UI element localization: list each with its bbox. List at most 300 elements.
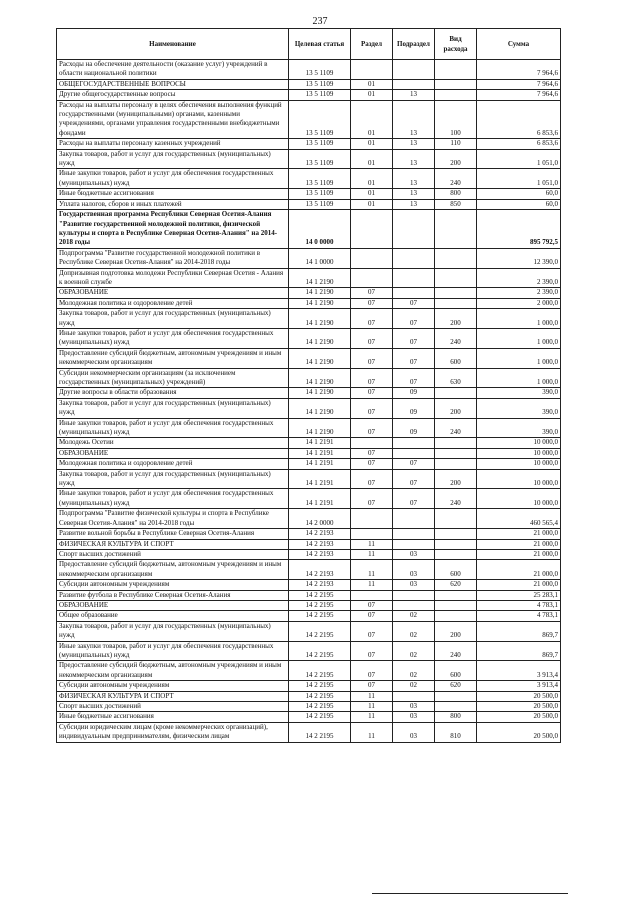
cell-name: Другие общегосударственные вопросы (57, 90, 289, 100)
cell-type (435, 388, 477, 398)
cell-name: Закупка товаров, работ и услуг для государственных (муниципальных) нужд (57, 149, 289, 169)
cell-sum: 25 283,1 (477, 590, 561, 600)
cell-code: 14 2 2195 (289, 590, 351, 600)
table-row (57, 459, 561, 469)
cell-subsection (393, 248, 435, 268)
cell-subsection (393, 438, 435, 448)
cell-code: 13 5 1109 (289, 100, 351, 139)
cell-section (351, 509, 393, 529)
cell-subsection: 03 (393, 702, 435, 712)
cell-name: Расходы на выплаты персоналу казенных учреждений (57, 139, 289, 149)
cell-sum: 1 000,0 (477, 309, 561, 329)
cell-section (351, 529, 393, 539)
cell-name: Молодежная политика и оздоровление детей (57, 459, 289, 469)
table-header-row (57, 29, 561, 60)
header-name: Наименование (57, 29, 289, 60)
table-row (57, 509, 561, 529)
cell-subsection: 02 (393, 641, 435, 661)
table-row (57, 539, 561, 549)
cell-type (435, 448, 477, 458)
cell-sum: 60,0 (477, 189, 561, 199)
table-row (57, 248, 561, 268)
cell-type (435, 248, 477, 268)
cell-name: Иные закупки товаров, работ и услуг для обеспечения государственных (муниципальных) нужд (57, 169, 289, 189)
cell-sum: 460 565,4 (477, 509, 561, 529)
cell-code: 14 1 2190 (289, 309, 351, 329)
cell-section: 07 (351, 388, 393, 398)
table-row (57, 611, 561, 621)
cell-name: Предоставление субсидий бюджетным, автономным учреждениям и иным некоммерческим организациям (57, 348, 289, 368)
cell-name: ОБРАЗОВАНИЕ (57, 288, 289, 298)
table-row (57, 681, 561, 691)
cell-code: 13 5 1109 (289, 139, 351, 149)
cell-section: 07 (351, 641, 393, 661)
cell-type (435, 459, 477, 469)
cell-section (351, 248, 393, 268)
cell-sum: 895 792,5 (477, 210, 561, 249)
header-sum: Сумма (477, 29, 561, 60)
cell-sum: 20 500,0 (477, 722, 561, 742)
cell-type (435, 539, 477, 549)
cell-subsection: 13 (393, 189, 435, 199)
cell-code: 13 5 1109 (289, 90, 351, 100)
cell-section: 01 (351, 189, 393, 199)
cell-subsection (393, 539, 435, 549)
cell-name: Спорт высших достижений (57, 549, 289, 559)
cell-code: 14 1 2191 (289, 438, 351, 448)
table-row (57, 560, 561, 580)
cell-name: Развитие футбола в Республике Северная Осетия-Алания (57, 590, 289, 600)
cell-sum: 1 000,0 (477, 348, 561, 368)
cell-name: Подпрограмма "Развитие физической культуры и спорта в Республике Северная Осетия-Алания" на 2014-2018 годы (57, 509, 289, 529)
cell-type: 200 (435, 469, 477, 489)
cell-sum: 21 000,0 (477, 539, 561, 549)
cell-sum: 2 390,0 (477, 288, 561, 298)
cell-sum: 869,7 (477, 621, 561, 641)
cell-subsection (393, 60, 435, 80)
cell-name: Предоставление субсидий бюджетным, автономным учреждениям и иным некоммерческим организациям (57, 560, 289, 580)
cell-name: Молодежь Осетии (57, 438, 289, 448)
cell-section: 07 (351, 309, 393, 329)
cell-sum: 10 000,0 (477, 459, 561, 469)
cell-sum: 3 913,4 (477, 681, 561, 691)
table-row (57, 328, 561, 348)
cell-name: Закупка товаров, работ и услуг для государственных (муниципальных) нужд (57, 621, 289, 641)
cell-name: Государственная программа Республики Северная Осетия-Алания "Развитие государственной молодежной политики, физической культуры и спорта в Республике Северная Осетия-Алания" на 2014-2018 годы (57, 210, 289, 249)
cell-subsection: 03 (393, 549, 435, 559)
cell-type (435, 702, 477, 712)
cell-section: 01 (351, 79, 393, 89)
table-row (57, 309, 561, 329)
table-row (57, 529, 561, 539)
cell-code: 14 2 2195 (289, 621, 351, 641)
table-row (57, 268, 561, 288)
table-row (57, 189, 561, 199)
cell-subsection: 13 (393, 199, 435, 209)
cell-name: Молодежная политика и оздоровление детей (57, 298, 289, 308)
table-row (57, 210, 561, 249)
cell-section: 07 (351, 661, 393, 681)
cell-code: 14 1 2190 (289, 348, 351, 368)
cell-type (435, 60, 477, 80)
cell-section: 01 (351, 90, 393, 100)
table-row (57, 580, 561, 590)
cell-code: 14 1 0000 (289, 248, 351, 268)
cell-type (435, 600, 477, 610)
cell-code: 14 2 2195 (289, 681, 351, 691)
table-row (57, 712, 561, 722)
cell-type: 240 (435, 489, 477, 509)
cell-section: 07 (351, 288, 393, 298)
page-number: 237 (312, 16, 328, 27)
cell-type: 800 (435, 712, 477, 722)
cell-code: 14 2 2195 (289, 722, 351, 742)
cell-subsection: 02 (393, 621, 435, 641)
cell-section: 01 (351, 199, 393, 209)
cell-name: Закупка товаров, работ и услуг для государственных (муниципальных) нужд (57, 398, 289, 418)
table-row (57, 641, 561, 661)
cell-section: 07 (351, 681, 393, 691)
cell-name: Иные бюджетные ассигнования (57, 712, 289, 722)
table-row (57, 600, 561, 610)
table-row (57, 549, 561, 559)
cell-subsection: 13 (393, 169, 435, 189)
cell-subsection: 07 (393, 309, 435, 329)
cell-section: 11 (351, 722, 393, 742)
cell-section (351, 210, 393, 249)
cell-subsection: 07 (393, 469, 435, 489)
cell-name: Иные закупки товаров, работ и услуг для обеспечения государственных (муниципальных) нужд (57, 328, 289, 348)
cell-type: 240 (435, 169, 477, 189)
table-row (57, 661, 561, 681)
cell-code: 14 1 2190 (289, 298, 351, 308)
cell-sum: 869,7 (477, 641, 561, 661)
cell-code: 14 2 2193 (289, 529, 351, 539)
cell-sum: 1 051,0 (477, 169, 561, 189)
cell-sum: 2 000,0 (477, 298, 561, 308)
cell-sum: 1 000,0 (477, 328, 561, 348)
cell-sum: 3 913,4 (477, 661, 561, 681)
table-row (57, 139, 561, 149)
cell-subsection: 13 (393, 100, 435, 139)
cell-section: 11 (351, 549, 393, 559)
cell-code: 13 5 1109 (289, 60, 351, 80)
cell-section: 07 (351, 348, 393, 368)
cell-code: 14 1 2190 (289, 398, 351, 418)
header-section: Раздел (351, 29, 393, 60)
cell-type: 800 (435, 189, 477, 199)
cell-name: Расходы на обеспечение деятельности (оказание услуг) учреждений в области национальной политики (57, 60, 289, 80)
cell-code: 14 2 2195 (289, 600, 351, 610)
table-row (57, 100, 561, 139)
cell-code: 13 5 1109 (289, 189, 351, 199)
cell-section: 11 (351, 539, 393, 549)
cell-subsection: 13 (393, 139, 435, 149)
cell-code: 14 2 2195 (289, 691, 351, 701)
cell-section: 07 (351, 621, 393, 641)
cell-section: 01 (351, 100, 393, 139)
table-row (57, 368, 561, 388)
table-row (57, 288, 561, 298)
cell-type: 200 (435, 309, 477, 329)
table-row (57, 702, 561, 712)
cell-section: 07 (351, 368, 393, 388)
cell-type: 600 (435, 661, 477, 681)
cell-type (435, 529, 477, 539)
cell-sum: 21 000,0 (477, 529, 561, 539)
cell-subsection (393, 448, 435, 458)
cell-section: 07 (351, 298, 393, 308)
cell-name: Закупка товаров, работ и услуг для государственных (муниципальных) нужд (57, 469, 289, 489)
cell-section: 01 (351, 149, 393, 169)
cell-type: 240 (435, 418, 477, 438)
cell-type: 240 (435, 328, 477, 348)
cell-subsection: 02 (393, 611, 435, 621)
cell-section (351, 60, 393, 80)
cell-name: Иные закупки товаров, работ и услуг для обеспечения государственных (муниципальных) нужд (57, 489, 289, 509)
cell-name: ОБРАЗОВАНИЕ (57, 600, 289, 610)
table-row (57, 621, 561, 641)
cell-name: Другие вопросы в области образования (57, 388, 289, 398)
cell-name: Субсидии автономным учреждениям (57, 580, 289, 590)
table-row (57, 149, 561, 169)
cell-subsection: 03 (393, 580, 435, 590)
cell-sum: 6 853,6 (477, 100, 561, 139)
cell-sum: 10 000,0 (477, 469, 561, 489)
table-row (57, 388, 561, 398)
table-row (57, 398, 561, 418)
cell-code: 14 1 2190 (289, 288, 351, 298)
table-row (57, 418, 561, 438)
cell-subsection: 07 (393, 368, 435, 388)
budget-table (56, 28, 561, 743)
cell-section: 01 (351, 139, 393, 149)
cell-subsection (393, 691, 435, 701)
table-row (57, 438, 561, 448)
cell-section: 11 (351, 702, 393, 712)
cell-code: 13 5 1109 (289, 169, 351, 189)
cell-sum: 4 783,1 (477, 600, 561, 610)
cell-code: 14 1 2191 (289, 489, 351, 509)
cell-subsection: 03 (393, 722, 435, 742)
cell-sum: 20 500,0 (477, 702, 561, 712)
cell-sum: 1 051,0 (477, 149, 561, 169)
cell-code: 14 1 2190 (289, 328, 351, 348)
cell-subsection: 07 (393, 298, 435, 308)
cell-subsection: 09 (393, 388, 435, 398)
cell-sum: 10 000,0 (477, 448, 561, 458)
cell-name: Субсидии юридическим лицам (кроме некоммерческих организаций), индивидуальным предпринимателям, физическим лицам (57, 722, 289, 742)
cell-subsection (393, 210, 435, 249)
cell-code: 14 2 2193 (289, 580, 351, 590)
cell-subsection: 03 (393, 560, 435, 580)
cell-section: 01 (351, 169, 393, 189)
cell-sum: 4 783,1 (477, 611, 561, 621)
cell-sum: 390,0 (477, 418, 561, 438)
cell-code: 13 5 1109 (289, 79, 351, 89)
cell-sum: 12 390,0 (477, 248, 561, 268)
cell-name: Подпрограмма "Развитие государственной молодежной политики в Республике Северная Осетия-Алания" на 2014-2018 годы (57, 248, 289, 268)
cell-sum: 10 000,0 (477, 438, 561, 448)
cell-subsection: 07 (393, 328, 435, 348)
cell-type (435, 79, 477, 89)
cell-code: 14 2 2195 (289, 611, 351, 621)
cell-section: 07 (351, 459, 393, 469)
table-row (57, 469, 561, 489)
table-row (57, 60, 561, 80)
cell-section (351, 268, 393, 288)
header-type: Вид расхода (435, 29, 477, 60)
cell-code: 14 1 2191 (289, 459, 351, 469)
cell-code: 14 2 2193 (289, 549, 351, 559)
table-row (57, 590, 561, 600)
cell-sum: 7 964,6 (477, 60, 561, 80)
cell-subsection: 09 (393, 418, 435, 438)
cell-sum: 7 964,6 (477, 79, 561, 89)
cell-sum: 6 853,6 (477, 139, 561, 149)
cell-subsection: 13 (393, 149, 435, 169)
table-row (57, 448, 561, 458)
cell-name: Развитие вольной борьбы в Республике Северная Осетия-Алания (57, 529, 289, 539)
cell-sum: 1 000,0 (477, 368, 561, 388)
cell-section (351, 438, 393, 448)
cell-subsection: 09 (393, 398, 435, 418)
cell-subsection: 07 (393, 459, 435, 469)
cell-code: 14 2 2195 (289, 712, 351, 722)
cell-section: 07 (351, 469, 393, 489)
cell-type: 240 (435, 641, 477, 661)
cell-sum: 2 390,0 (477, 268, 561, 288)
cell-sum: 20 500,0 (477, 691, 561, 701)
cell-type: 100 (435, 100, 477, 139)
cell-sum: 7 964,6 (477, 90, 561, 100)
cell-name: Иные закупки товаров, работ и услуг для обеспечения государственных (муниципальных) нужд (57, 641, 289, 661)
cell-name: Расходы на выплаты персоналу в целях обеспечения выполнения функций государственными (муниципальными) органами, казенными учреждениями, органами управления государственными внебюджетными фондами (57, 100, 289, 139)
cell-name: Субсидии автономным учреждениям (57, 681, 289, 691)
cell-name: ФИЗИЧЕСКАЯ КУЛЬТУРА И СПОРТ (57, 539, 289, 549)
cell-subsection: 03 (393, 712, 435, 722)
cell-code: 14 2 2195 (289, 702, 351, 712)
cell-sum: 21 000,0 (477, 560, 561, 580)
cell-type: 620 (435, 580, 477, 590)
cell-section: 11 (351, 560, 393, 580)
table-row (57, 691, 561, 701)
cell-type: 620 (435, 681, 477, 691)
cell-type (435, 611, 477, 621)
cell-sum: 390,0 (477, 398, 561, 418)
cell-section: 07 (351, 489, 393, 509)
cell-code: 14 2 2193 (289, 560, 351, 580)
header-code: Целевая статья (289, 29, 351, 60)
footer-divider (372, 893, 568, 894)
cell-subsection: 07 (393, 348, 435, 368)
cell-code: 14 1 2190 (289, 418, 351, 438)
cell-code: 14 1 2190 (289, 388, 351, 398)
cell-subsection (393, 288, 435, 298)
cell-subsection: 13 (393, 90, 435, 100)
cell-section: 07 (351, 398, 393, 418)
cell-type (435, 90, 477, 100)
cell-code: 13 5 1109 (289, 149, 351, 169)
cell-name: ОБРАЗОВАНИЕ (57, 448, 289, 458)
cell-section: 07 (351, 448, 393, 458)
cell-subsection (393, 509, 435, 529)
cell-section: 07 (351, 418, 393, 438)
cell-type: 600 (435, 560, 477, 580)
cell-name: Уплата налогов, сборов и иных платежей (57, 199, 289, 209)
table-row (57, 90, 561, 100)
cell-name: Субсидии некоммерческим организациям (за исключением государственных (муниципальных) учреждений) (57, 368, 289, 388)
cell-type (435, 288, 477, 298)
cell-section: 11 (351, 580, 393, 590)
cell-code: 14 2 2195 (289, 641, 351, 661)
cell-name: Предоставление субсидий бюджетным, автономным учреждениям и иным некоммерческим организациям (57, 661, 289, 681)
cell-type: 110 (435, 139, 477, 149)
table-row (57, 489, 561, 509)
cell-name: ФИЗИЧЕСКАЯ КУЛЬТУРА И СПОРТ (57, 691, 289, 701)
cell-type (435, 268, 477, 288)
cell-subsection: 02 (393, 681, 435, 691)
cell-type (435, 210, 477, 249)
table-row (57, 298, 561, 308)
table-row (57, 348, 561, 368)
cell-subsection (393, 590, 435, 600)
cell-type: 810 (435, 722, 477, 742)
cell-sum: 21 000,0 (477, 580, 561, 590)
cell-type (435, 549, 477, 559)
cell-subsection (393, 268, 435, 288)
cell-code: 14 2 0000 (289, 509, 351, 529)
cell-sum: 390,0 (477, 388, 561, 398)
cell-code: 13 5 1109 (289, 199, 351, 209)
cell-name: Допризывная подготовка молодежи Республики Северная Осетия - Алания к военной службе (57, 268, 289, 288)
cell-type: 200 (435, 621, 477, 641)
cell-subsection (393, 529, 435, 539)
table-row (57, 199, 561, 209)
cell-type: 200 (435, 398, 477, 418)
cell-sum: 60,0 (477, 199, 561, 209)
cell-section: 11 (351, 691, 393, 701)
cell-name: Иные закупки товаров, работ и услуг для обеспечения государственных (муниципальных) нужд (57, 418, 289, 438)
cell-subsection: 02 (393, 661, 435, 681)
cell-code: 14 1 2190 (289, 268, 351, 288)
cell-type (435, 509, 477, 529)
cell-code: 14 2 2193 (289, 539, 351, 549)
cell-subsection (393, 600, 435, 610)
cell-type (435, 691, 477, 701)
cell-subsection: 07 (393, 489, 435, 509)
cell-sum: 10 000,0 (477, 489, 561, 509)
cell-type: 200 (435, 149, 477, 169)
cell-sum: 21 000,0 (477, 549, 561, 559)
cell-sum: 20 500,0 (477, 712, 561, 722)
cell-name: Иные бюджетные ассигнования (57, 189, 289, 199)
cell-type: 630 (435, 368, 477, 388)
table-row (57, 722, 561, 742)
cell-name: Закупка товаров, работ и услуг для государственных (муниципальных) нужд (57, 309, 289, 329)
cell-section: 07 (351, 600, 393, 610)
table-row (57, 79, 561, 89)
cell-code: 14 1 2191 (289, 448, 351, 458)
cell-type: 850 (435, 199, 477, 209)
cell-name: ОБЩЕГОСУДАРСТВЕННЫЕ ВОПРОСЫ (57, 79, 289, 89)
cell-section: 07 (351, 328, 393, 348)
cell-name: Общее образование (57, 611, 289, 621)
table-row (57, 169, 561, 189)
cell-name: Спорт высших достижений (57, 702, 289, 712)
cell-subsection (393, 79, 435, 89)
cell-section (351, 590, 393, 600)
